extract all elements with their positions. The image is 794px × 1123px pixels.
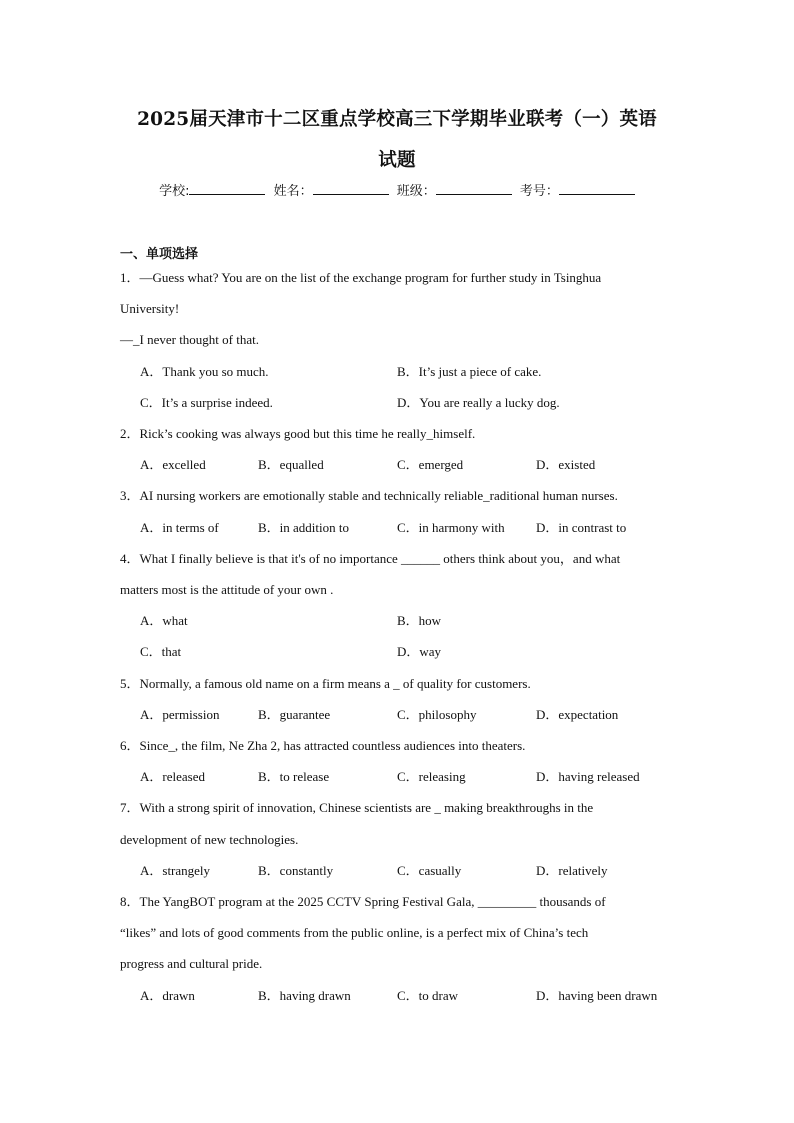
student-info-row (0, 180, 794, 199)
q8-option-c[interactable]: C．to draw (397, 988, 459, 1003)
q5-option-c[interactable]: C．philosophy (397, 707, 477, 722)
q8-stem-line-2: “likes” and lots of good comments from the public online, is a perfect mix of China’s tech (120, 925, 589, 940)
q8-stem-line-1: 8．The YangBOT program at the 2025 CCTV Spring Festival Gala, _________ thousands of (120, 894, 606, 909)
class-blank[interactable] (436, 182, 512, 195)
q1-option-c[interactable]: C．It’s a surprise indeed. (140, 395, 273, 410)
q1-stem-line-3: —_I never thought of that. (120, 332, 259, 347)
q6-option-a[interactable]: A．released (140, 769, 205, 784)
q1-option-b[interactable]: B．It’s just a piece of cake. (397, 364, 542, 379)
name-blank[interactable] (313, 182, 389, 195)
q4-stem-line-2: matters most is the attitude of your own . (120, 582, 334, 597)
school-blank[interactable] (189, 182, 265, 195)
q5-option-b[interactable]: B．guarantee (258, 707, 331, 722)
q7-stem-line-1: 7．With a strong spirit of innovation, Chinese scientists are _ making breakthroughs in the (120, 800, 594, 815)
q2-option-a[interactable]: A．excelled (140, 457, 206, 472)
q3-option-a[interactable]: A．in terms of (140, 520, 219, 535)
q1-option-d[interactable]: D．You are really a lucky dog. (397, 395, 560, 410)
q6-stem-line-1: 6．Since_, the film, Ne Zha 2, has attracted countless audiences into theaters. (120, 738, 526, 753)
q2-option-d[interactable]: D．existed (536, 457, 596, 472)
q7-option-d[interactable]: D．relatively (536, 863, 608, 878)
id-blank[interactable] (559, 182, 635, 195)
class-label: 班级： (396, 184, 436, 199)
q7-option-c[interactable]: C．casually (397, 863, 462, 878)
q4-option-d[interactable]: D．way (397, 644, 442, 659)
q1-option-a[interactable]: A．Thank you so much. (140, 364, 269, 379)
exam-title-line-1: 2025届天津市十二区重点学校高三下学期毕业联考（一）英语 (137, 109, 657, 130)
section-heading: 一、单项选择 (120, 247, 199, 262)
q1-stem-line-1: 1．—Guess what? You are on the list of the exchange program for further study in Tsinghua (120, 270, 602, 285)
q8-option-b[interactable]: B．having drawn (258, 988, 351, 1003)
q3-stem-line-1: 3．AI nursing workers are emotionally stable and technically reliable_raditional human nurses. (120, 488, 618, 503)
q3-option-b[interactable]: B．in addition to (258, 520, 350, 535)
q6-option-d[interactable]: D．having released (536, 769, 640, 784)
q7-option-a[interactable]: A．strangely (140, 863, 211, 878)
q6-option-c[interactable]: C．releasing (397, 769, 466, 784)
q2-option-c[interactable]: C．emerged (397, 457, 464, 472)
q4-option-c[interactable]: C．that (140, 644, 182, 659)
q8-option-d[interactable]: D．having been drawn (536, 988, 658, 1003)
q4-option-a[interactable]: A．what (140, 613, 188, 628)
q4-option-b[interactable]: B．how (397, 613, 442, 628)
q8-stem-line-3: progress and cultural pride. (120, 956, 263, 971)
q5-stem-line-1: 5．Normally, a famous old name on a firm means a _ of quality for customers. (120, 676, 531, 691)
q4-stem-line-1: 4．What I finally believe is that it's of no importance ______ others think about you，and what (120, 551, 621, 566)
q1-stem-line-2: University! (120, 301, 180, 316)
school-label: 学校: (159, 184, 190, 199)
q3-option-c[interactable]: C．in harmony with (397, 520, 505, 535)
exam-title-line-2: 试题 (378, 150, 416, 171)
q7-stem-line-2: development of new technologies. (120, 832, 299, 847)
q8-option-a[interactable]: A．drawn (140, 988, 195, 1003)
q5-option-d[interactable]: D．expectation (536, 707, 619, 722)
name-label: 姓名： (273, 184, 313, 199)
q6-option-b[interactable]: B．to release (258, 769, 330, 784)
q2-option-b[interactable]: B．equalled (258, 457, 324, 472)
q2-stem-line-1: 2．Rick’s cooking was always good but this time he really_himself. (120, 426, 476, 441)
q3-option-d[interactable]: D．in contrast to (536, 520, 627, 535)
q7-option-b[interactable]: B．constantly (258, 863, 334, 878)
id-label: 考号： (519, 184, 559, 199)
q5-option-a[interactable]: A．permission (140, 707, 220, 722)
